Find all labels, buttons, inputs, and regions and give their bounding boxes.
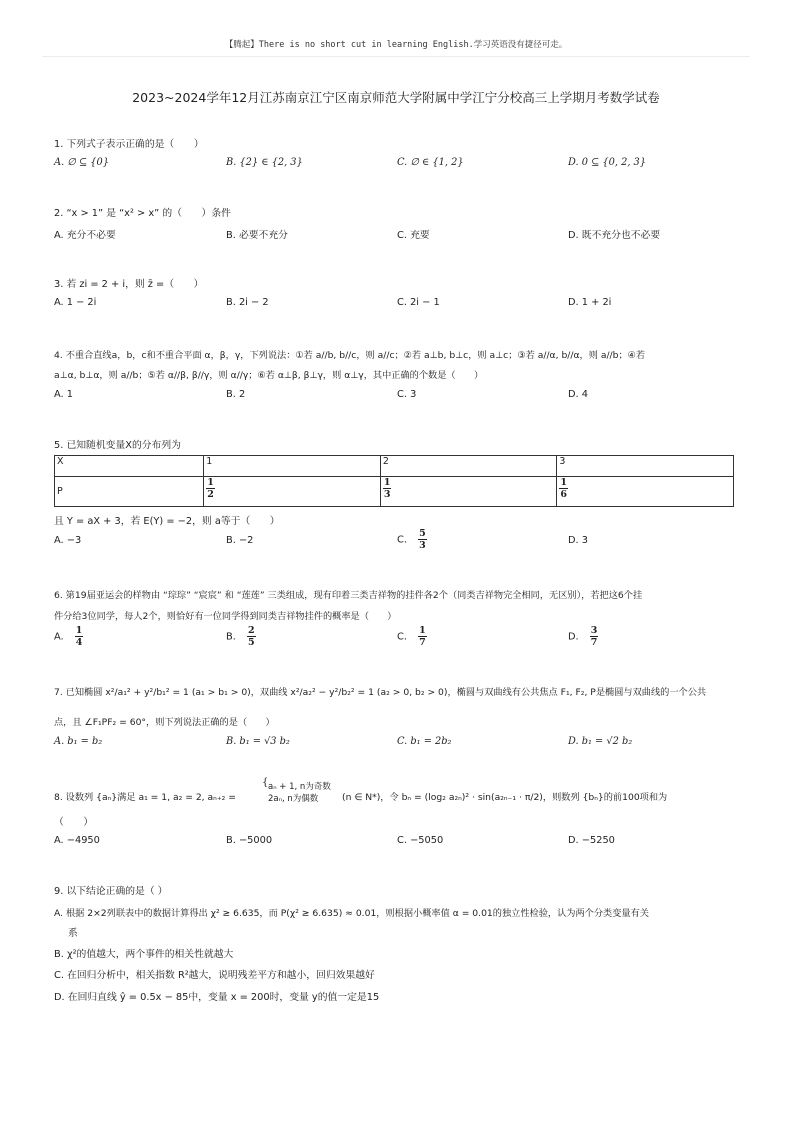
question-5-option-b: B. −2 [226,535,254,546]
question-1-option-a: A. ∅ ⊆ {0} [54,157,109,168]
question-2-stem: 2. “x > 1” 是 “x² > x” 的（ ）条件 [54,208,231,219]
option-fraction: $\frac{3}{7}$ [590,625,598,648]
question-5-option-a: A. −3 [54,535,82,546]
table-header-cell: 3 [557,456,734,477]
table-cell [557,477,734,507]
question-6-stem-line-1: 6. 第19届亚运会的样物由 “琮琮” “宸宸” 和 “莲莲” 三类组成，现有印着三类吉祥物的挂件各2个（同类吉祥物完全相同，无区别），若把这6个挂 [54,590,643,601]
table-header-cell: X [55,456,204,477]
question-6-option-c: C. $\frac{1}{7}$ [397,625,426,648]
piecewise-cases: aₙ + 1, n为奇数 2aₙ, n为偶数 [268,782,331,804]
question-2-option-d: D. 既不充分也不必要 [568,230,661,241]
question-7-option-d: D. b₁ = √2 b₂ [568,736,633,747]
question-4-stem-line-2: a⊥α, b⊥α，则 a//b；⑤若 α//β, β//γ，则 α//γ；⑥若 α⊥β, β⊥γ，则 α⊥γ，其中正确的个数是（ ） [54,370,484,381]
question-1-option-b: B. {2} ∈ {2, 3} [226,157,303,168]
question-1-option-d: D. 0 ⊆ {0, 2, 3} [568,157,647,168]
question-7-option-b: B. b₁ = √3 b₂ [226,736,290,747]
question-4-option-b: B. 2 [226,389,246,400]
question-5-option-c: C. $\frac{5}{3}$ [397,528,426,551]
question-9-option-a-continuation: 系 [68,928,78,939]
page-title: 2023~2024学年12月江苏南京江宁区南京师范大学附属中学江宁分校高三上学期月考数学试卷 [132,90,660,105]
question-9-option-c: C. 在回归分析中，相关指数 R²越大，说明残差平方和越小，回归效果越好 [54,970,375,981]
option-fraction: $\frac{5}{3}$ [419,528,426,551]
question-8-option-a: A. −4950 [54,835,100,846]
question-3-option-c: C. 2i − 1 [397,297,440,308]
question-4-option-c: C. 3 [397,389,417,400]
distribution-table [54,455,734,507]
option-fraction: $\frac{1}{7}$ [419,625,426,648]
question-6-option-b: B. $\frac{2}{5}$ [226,625,255,648]
table-header-cell: 1 [204,456,381,477]
question-7-stem-line-1: 7. 已知椭圆 x²/a₁² + y²/b₁² = 1 (a₁ > b₁ > 0)，双曲线 x²/a₂² − y²/b₂² = 1 (a₂ > 0, b₂ > 0)，椭圆与双曲线有公共焦点 F₁, F₂, P是椭圆与双曲线的一个公共 [54,687,707,698]
question-4-stem-line-1: 4. 不重合直线a，b，c和不重合平面 α，β，γ，下列说法：①若 a//b, b//c，则 a//c；②若 a⊥b, b⊥c，则 a⊥c；③若 a//α, b//α，则 a//b；④若 [54,350,646,361]
question-5-option-d: D. 3 [568,535,589,546]
question-7-option-a: A. b₁ = b₂ [54,736,103,747]
question-9-option-a: A. 根据 2×2列联表中的数据计算得出 χ² ≥ 6.635，而 P(χ² ≥ 6.635) ≈ 0.01，则根据小概率值 α = 0.01的独立性检验，认为两个分类变量有关 [54,908,649,919]
table-cell [204,477,381,507]
piecewise-brace: { [262,777,269,788]
probability-fraction: $\frac{1}{3}$ [383,477,391,500]
question-1-stem: 1. 下列式子表示正确的是（ ） [54,139,204,150]
question-8-option-c: C. −5050 [397,835,444,846]
probability-fraction: $\frac{1}{6}$ [560,477,568,500]
question-8-stem-part-1: 8. 设数列 {aₙ}满足 a₁ = 1, a₂ = 2, aₙ₊₂ = [54,792,236,803]
table-header-cell: 2 [380,456,557,477]
question-3-stem: 3. 若 zi = 2 + i，则 z̄ =（ ） [54,279,204,290]
question-1-option-c: C. ∅ ∈ {1, 2} [397,157,464,168]
question-9-option-b: B. χ²的值越大，两个事件的相关性就越大 [54,949,234,960]
question-2-option-c: C. 充要 [397,230,430,241]
question-3-option-d: D. 1 + 2i [568,297,612,308]
header-note: 【腾起】There is no short cut in learning English.学习英语没有捷径可走。 [224,40,568,50]
question-8-option-b: B. −5000 [226,835,273,846]
question-4-option-a: A. 1 [54,389,73,400]
question-9-stem: 9. 以下结论正确的是（ ） [54,886,168,897]
question-6-option-a: A. $\frac{1}{4}$ [54,625,83,648]
question-7-stem-line-2: 点，且 ∠F₁PF₂ = 60°，则下列说法正确的是（ ） [54,717,275,728]
question-8-option-d: D. −5250 [568,835,615,846]
option-fraction: $\frac{1}{4}$ [75,625,83,648]
question-9-option-d: D. 在回归直线 ŷ = 0.5x − 85中，变量 x = 200时，变量 y的值一定是15 [54,992,380,1003]
question-5-stem: 5. 已知随机变量X的分布列为 [54,440,181,451]
header-divider [42,56,750,57]
table-row-label: P [55,477,204,507]
table-cell [380,477,557,507]
question-6-option-d: D. $\frac{3}{7}$ [568,625,598,648]
question-4-option-d: D. 4 [568,389,589,400]
question-7-option-c: C. b₁ = 2b₂ [397,736,452,747]
question-2-option-a: A. 充分不必要 [54,230,116,241]
question-5-condition: 且 Y = aX + 3，若 E(Y) = −2，则 a等于（ ） [54,516,280,527]
question-2-option-b: B. 必要不充分 [226,230,288,241]
question-3-option-b: B. 2i − 2 [226,297,269,308]
question-8-stem-part-2: (n ∈ N*)，令 bₙ = (log₂ a₂ₙ)² · sin(a₂ₙ₋₁ · π/2)，则数列 {bₙ}的前100项和为 [342,792,668,803]
question-3-option-a: A. 1 − 2i [54,297,97,308]
probability-fraction: $\frac{1}{2}$ [207,477,214,500]
question-8-stem-line-2: （ ） [54,817,94,828]
question-6-stem-line-2: 件分给3位同学，每人2个，则恰好有一位同学得到同类吉祥物挂件的概率是（ ） [54,611,397,622]
option-fraction: $\frac{2}{5}$ [247,625,255,648]
